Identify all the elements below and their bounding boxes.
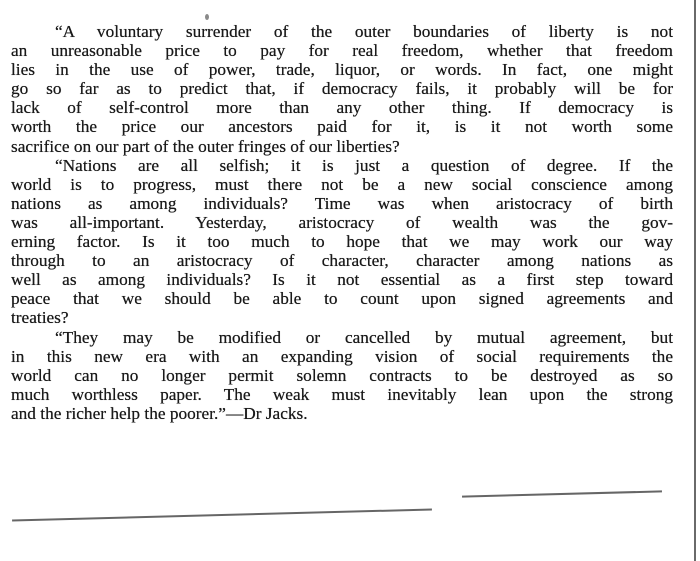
text-line: “They may be modified or cancelled by mutual agreement, but: [55, 327, 673, 347]
ink-underline-poorer: [12, 509, 432, 522]
paragraph-2: [11, 156, 673, 328]
ink-speck: [205, 14, 209, 20]
text-line: an unreasonable price to pay for real freedom, whether that freedom: [11, 41, 673, 61]
text-line: “Nations are all selfish; it is just a question of degree. If the: [55, 155, 673, 175]
text-line: well as among individuals? Is it not essential as a first step toward: [11, 270, 673, 290]
text-line: peace that we should be able to count upon signed agreements and: [11, 289, 673, 309]
text-line: lack of self-control more than any other thing. If democracy is: [11, 98, 673, 118]
text-line: lies in the use of power, trade, liquor, or words. In fact, one might: [11, 60, 673, 80]
text-line: world is to progress, must there not be a new social conscience among: [11, 174, 673, 194]
text-line: “A voluntary surrender of the outer boundaries of liberty is not: [55, 22, 673, 41]
paragraph-1: [11, 22, 673, 156]
text-line: treaties?: [11, 308, 69, 328]
paragraph-3: [11, 328, 673, 423]
page-edge-rule: [694, 0, 696, 561]
text-line: world can no longer permit solemn contracts to be destroyed as so: [11, 365, 673, 385]
text-line: through to an aristocracy of character, character among nations as: [11, 251, 673, 271]
text-line: erning factor. Is it too much to hope that we may work our way: [11, 232, 673, 252]
text-line: was all-important. Yesterday, aristocracy of wealth was the gov-: [11, 212, 673, 232]
text-line: go so far as to predict that, if democracy fails, it probably will be for: [11, 79, 673, 99]
text-line: worth the price our ancestors paid for it, is it not worth some: [11, 117, 673, 137]
quotation-clipping: [11, 22, 673, 423]
text-line: nations as among individuals? Time was when aristocracy of birth: [11, 193, 673, 213]
text-line: sacrifice on our part of the outer fringes of our liberties?: [11, 136, 400, 156]
text-line: in this new era with an expanding vision of social requirements the: [11, 346, 673, 366]
text-line: much worthless paper. The weak must inevitably lean upon the strong: [11, 384, 673, 404]
text-line: and the richer help the poorer.”—Dr Jacks.: [11, 403, 308, 423]
ink-underline-strong: [462, 490, 662, 497]
